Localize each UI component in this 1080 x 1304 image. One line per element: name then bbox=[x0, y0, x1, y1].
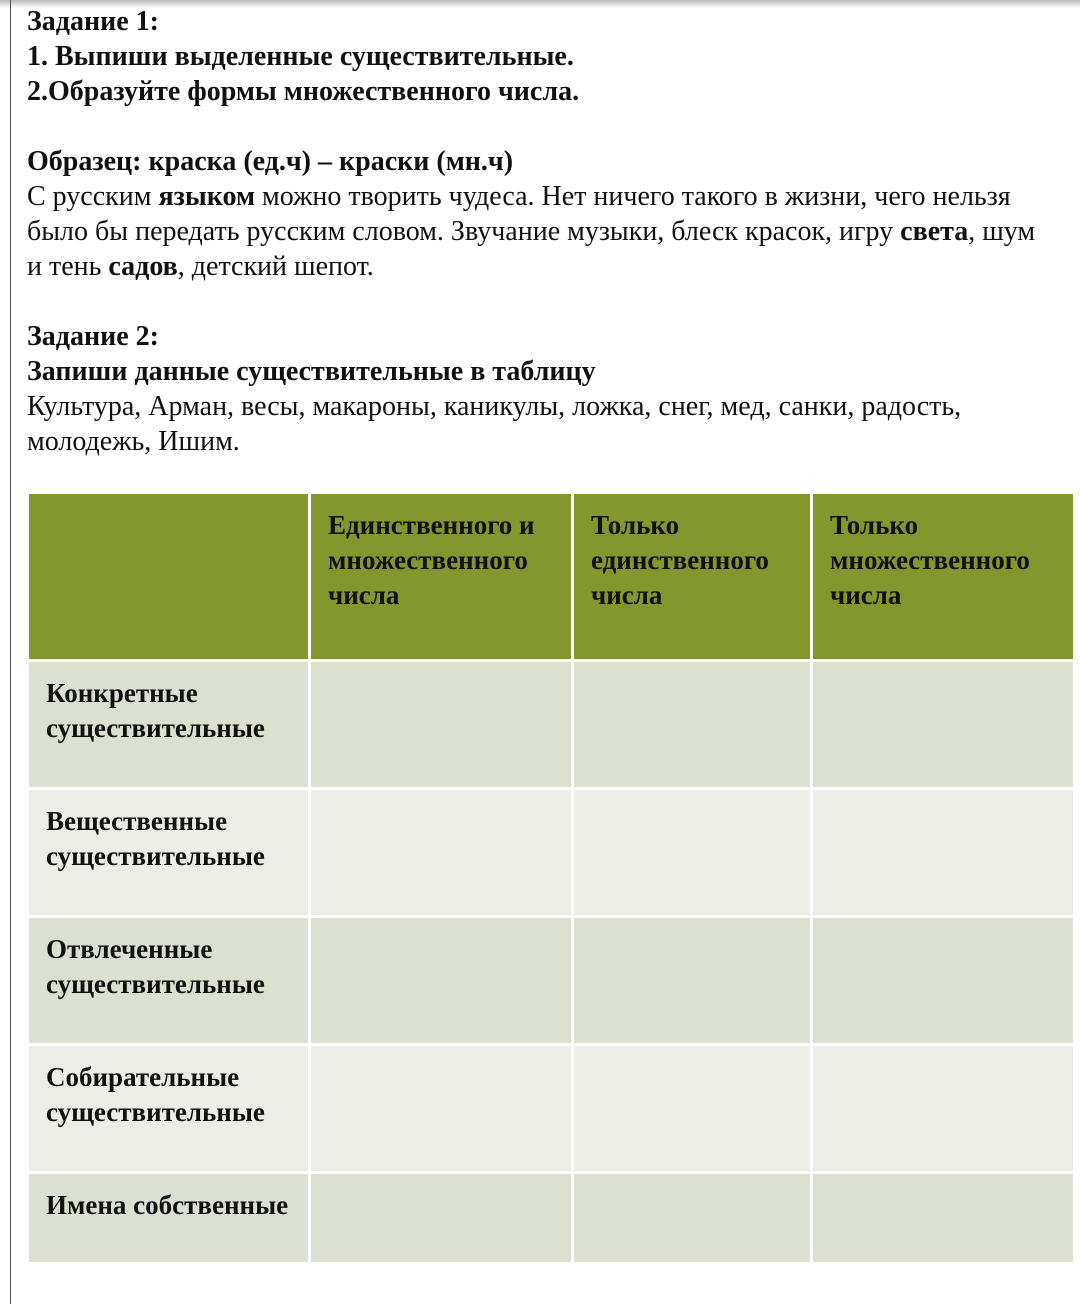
row-label: Вещественные существительные bbox=[28, 789, 310, 917]
header-cell bbox=[28, 493, 310, 661]
task2-words: Культура, Арман, весы, макароны, каникулы, ложка, снег, мед, санки, радость, молодежь, Ишим. bbox=[27, 391, 962, 457]
row-label: Конкретные существительные bbox=[28, 661, 310, 789]
table-row bbox=[28, 917, 1075, 1045]
task1-text: С русским языком можно творить чудеса. Нет ничего такого в жизни, чего нельзя было бы передать русским словом. Звучание музыки, блеск красок, игру света, шум и тень садов, детский шепот. bbox=[27, 181, 1036, 282]
row-label: Собирательные существительные bbox=[28, 1045, 310, 1173]
answer-cell[interactable] bbox=[573, 789, 812, 917]
answer-cell[interactable] bbox=[573, 1045, 812, 1173]
document-text bbox=[27, 4, 1067, 459]
task1-sample: Образец: краска (ед.ч) – краски (мн.ч) bbox=[27, 146, 514, 177]
answer-cell[interactable] bbox=[310, 917, 573, 1045]
answer-cell[interactable] bbox=[310, 789, 573, 917]
task2-instruction: Запиши данные существительные в таблицу bbox=[27, 356, 596, 387]
answer-cell[interactable] bbox=[812, 661, 1075, 789]
task2-title: Задание 2: bbox=[27, 321, 159, 352]
task1-line1: 1. Выпиши выделенные существительные. bbox=[27, 41, 574, 72]
answer-cell[interactable] bbox=[573, 661, 812, 789]
noun-table bbox=[26, 491, 1076, 1265]
answer-cell[interactable] bbox=[310, 1045, 573, 1173]
task1-title: Задание 1: bbox=[27, 6, 159, 37]
page-border bbox=[10, 0, 11, 1304]
header-cell: Единственного и множественного числа bbox=[310, 493, 573, 661]
answer-cell[interactable] bbox=[310, 661, 573, 789]
table-row bbox=[28, 1173, 1075, 1264]
answer-cell[interactable] bbox=[812, 917, 1075, 1045]
answer-cell[interactable] bbox=[812, 1173, 1075, 1264]
row-label: Имена собственные bbox=[28, 1173, 310, 1264]
header-cell: Только единственного числа bbox=[573, 493, 812, 661]
table-row bbox=[28, 1045, 1075, 1173]
row-label: Отвлеченные существительные bbox=[28, 917, 310, 1045]
task1-line2: 2.Образуйте формы множественного числа. bbox=[27, 76, 580, 107]
answer-cell[interactable] bbox=[812, 1045, 1075, 1173]
answer-cell[interactable] bbox=[573, 1173, 812, 1264]
table-row bbox=[28, 661, 1075, 789]
answer-cell[interactable] bbox=[812, 789, 1075, 917]
table-header-row bbox=[28, 493, 1075, 661]
answer-cell[interactable] bbox=[573, 917, 812, 1045]
table-row bbox=[28, 789, 1075, 917]
answer-cell[interactable] bbox=[310, 1173, 573, 1264]
header-cell: Только множественного числа bbox=[812, 493, 1075, 661]
